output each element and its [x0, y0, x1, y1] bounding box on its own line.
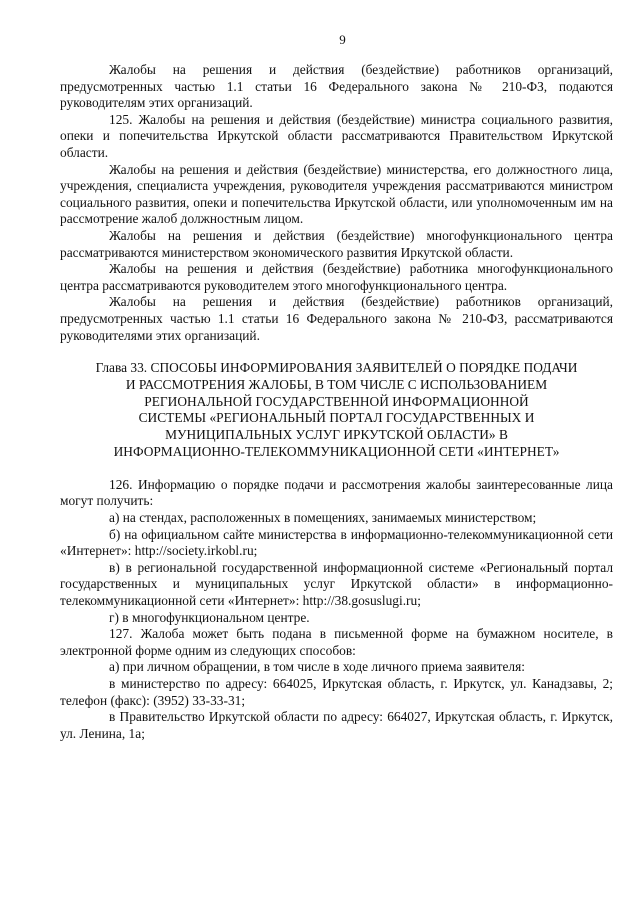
chapter-heading-line: МУНИЦИПАЛЬНЫХ УСЛУГ ИРКУТСКОЙ ОБЛАСТИ» В: [165, 427, 508, 443]
chapter-heading: [60, 360, 613, 461]
information-section: [60, 477, 613, 743]
chapter-heading-line: И РАССМОТРЕНИЯ ЖАЛОБЫ, В ТОМ ЧИСЛЕ С ИСПОЛЬЗОВАНИЕМ: [125, 376, 548, 392]
paragraph: 127. Жалоба может быть подана в письменной форме на бумажном носителе, в электронной форме одним из следующих способов:: [60, 626, 613, 658]
chapter-heading-line: РЕГИОНАЛЬНОЙ ГОСУДАРСТВЕННОЙ ИНФОРМАЦИОННОЙ: [144, 393, 529, 409]
paragraph: в Правительство Иркутской области по адресу: 664027, Иркутская область, г. Иркутск, ул. Ленина, 1а;: [60, 709, 613, 741]
chapter-heading-line: ИНФОРМАЦИОННО-ТЕЛЕКОММУНИКАЦИОННОЙ СЕТИ «ИНТЕРНЕТ»: [113, 444, 560, 460]
paragraph: 126. Информацию о порядке подачи и рассмотрения жалобы заинтересованные лица могут получить:: [60, 476, 613, 509]
list-item: г) в многофункциональном центре.: [109, 609, 310, 625]
paragraph: Жалобы на решения и действия (бездействие) работников организаций, предусмотренных частью 1.1 статьи 16 Федерального закона № 210-ФЗ, подаются руководителям этих организаций.: [60, 62, 613, 111]
list-item: а) при личном обращении, в том числе в ходе личного приема заявителя:: [109, 659, 525, 675]
paragraph: 125. Жалобы на решения и действия (бездействие) министра социального развития, опеки и попечительства Иркутской области рассматриваются Правительством Иркутской области.: [60, 111, 613, 160]
list-item: в) в региональной государственной информационной системе «Региональный портал государственных и муниципальных услуг Иркутской области» в информационно-телекоммуникационной сети «Интернет»: http://38.gosuslugi.ru;: [60, 559, 613, 609]
paragraph: Жалобы на решения и действия (бездействие) многофункционального центра рассматриваются министерством экономического развития Иркутской области.: [60, 227, 613, 260]
list-item: б) на официальном сайте министерства в информационно-телекоммуникационной сети «Интернет»: http://society.irkobl.ru;: [60, 526, 613, 559]
chapter-heading-line: Глава 33. СПОСОБЫ ИНФОРМИРОВАНИЯ ЗАЯВИТЕЛЕЙ О ПОРЯДКЕ ПОДАЧИ: [95, 360, 578, 376]
page-number: 9: [339, 32, 346, 47]
complaints-section: [60, 62, 613, 344]
paragraph: Жалобы на решения и действия (бездействие) работников организаций, предусмотренных частью 1.1 статьи 16 Федерального закона № 210-ФЗ, рассматриваются руководителями этих организаций.: [60, 294, 613, 343]
paragraph: Жалобы на решения и действия (бездействие) работника многофункционального центра рассматриваются руководителем этого многофункционального центра.: [60, 261, 613, 293]
chapter-heading-line: СИСТЕМЫ «РЕГИОНАЛЬНЫЙ ПОРТАЛ ГОСУДАРСТВЕННЫХ И: [138, 410, 535, 426]
list-item: а) на стендах, расположенных в помещениях, занимаемых министерством;: [109, 510, 537, 526]
paragraph: в министерство по адресу: 664025, Иркутская область, г. Иркутск, ул. Канадзавы, 2; телефон (факс): (3952) 33-33-31;: [60, 676, 613, 708]
paragraph: Жалобы на решения и действия (бездействие) министерства, его должностного лица, учреждения, специалиста учреждения, руководителя учреждения рассматриваются министром социального развития, опеки и попечительства Иркутской области, или уполномоченным им на рассмотрение жалоб должностным лицом.: [60, 161, 613, 227]
